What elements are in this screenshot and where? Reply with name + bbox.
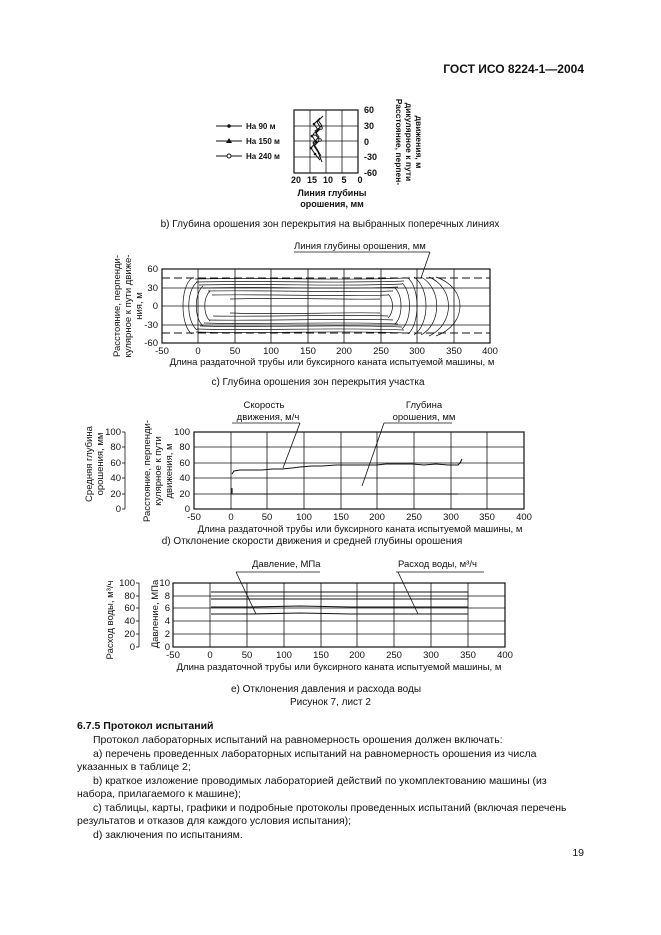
ytick-60: 60 [147, 264, 158, 275]
figure-d-ylabel-left [84, 425, 106, 502]
ytick-left-80: 80 [110, 442, 121, 453]
depth-label-line2: орошения, мм [392, 412, 456, 423]
ylabel-line1: Расстояние, перпенди- [112, 255, 123, 357]
figure-e-xticks [166, 650, 513, 661]
figure-d-annotations [237, 400, 456, 423]
figure-d-caption: d) Отклонение скорости движения и средней глубины орошения [161, 536, 463, 547]
ytick-right-4: 4 [164, 616, 170, 627]
xtick-150: 150 [300, 346, 316, 357]
figure-e-xlabel: Длина раздаточной трубы или буксирного каната испытуемой машины, м [176, 662, 502, 673]
ytick-right-6: 6 [164, 603, 170, 614]
figure-c-yticks [144, 264, 158, 349]
xtick-150: 150 [313, 650, 329, 661]
section-title: 6.7.5 Протокол испытаний [77, 720, 214, 732]
ylabel-left-line2: орошения, мм [95, 432, 106, 496]
xtick-300: 300 [409, 346, 425, 357]
xlabel-line2: орошения, мм [300, 199, 364, 209]
tick-0: 0 [357, 175, 363, 185]
page-number: 19 [572, 847, 584, 859]
speed-label-line2: движения, м/ч [236, 412, 300, 423]
figure-e-left-axis [136, 583, 139, 647]
ytick-left-100: 100 [119, 578, 135, 589]
xtick-minus50: -50 [187, 512, 201, 523]
ylabel-right-line1: Расстояние, перпенди- [142, 420, 153, 522]
section-item-c: c) таблицы, карты, графики и подробные протоколы проведенных испытаний (включая перечень результатов и отказов для каждого условия испытания); [77, 802, 567, 828]
ytick-left-60: 60 [124, 603, 135, 614]
figure-b-grid [294, 110, 358, 173]
ytick-left-80: 80 [124, 591, 135, 602]
figure-c-caption: c) Глубина орошения зон перекрытия участка [211, 377, 425, 388]
legend-150m: На 150 м [246, 137, 280, 146]
xtick-0: 0 [207, 650, 213, 661]
xtick-100: 100 [296, 512, 312, 523]
figure-title: Рисунок 7, лист 2 [290, 697, 371, 708]
ylabel-line2: дикулярное к пути [404, 102, 414, 182]
ytick-minus60: -60 [364, 168, 378, 178]
figure-d-ylabel-right [142, 420, 175, 522]
ytick-right-8: 8 [164, 591, 170, 602]
ytick-left-60: 60 [110, 458, 121, 469]
ytick-30: 30 [364, 121, 375, 131]
ytick-left-0: 0 [115, 504, 121, 515]
figure-e-yticks-left [119, 578, 135, 653]
figure-b-xticks [291, 175, 363, 185]
figure-d-left-axis [122, 432, 125, 509]
ytick-60: 60 [364, 105, 375, 115]
figure-e-ylabel-left: Расход воды, м³/ч [105, 580, 116, 660]
tick-5: 5 [341, 175, 347, 185]
tick-20: 20 [290, 175, 302, 185]
figure-b-xlabel [298, 188, 367, 209]
ytick-right-80: 80 [179, 442, 190, 453]
ytick-minus30: -30 [144, 320, 158, 331]
depth-series [232, 488, 458, 494]
figure-e-series [211, 592, 468, 614]
ylabel-line3: движения, м [414, 115, 424, 169]
xtick-400: 400 [482, 346, 498, 357]
xtick-300: 300 [443, 512, 459, 523]
xtick-350: 350 [479, 512, 495, 523]
speed-series [232, 459, 462, 474]
pressure-upper-series [211, 606, 468, 607]
section-intro: Протокол лабораторных испытаний на равномерность орошения должен включать: [93, 734, 503, 746]
ylabel-line1: Расстояние, перпен- [394, 98, 404, 186]
figure-e-ylabel-right: Давление, МПа [150, 579, 161, 649]
ytick-minus60: -60 [144, 338, 158, 349]
xtick-400: 400 [497, 650, 513, 661]
xtick-350: 350 [446, 346, 462, 357]
depth-label-line1: Глубина [405, 400, 443, 411]
ytick-right-20: 20 [179, 489, 190, 500]
ylabel-right-line3: движения, м [164, 443, 175, 499]
figure-e-annotation-flow: Расход воды, м³/ч [398, 559, 477, 570]
figure-b [0, 0, 661, 240]
document-header: ГОСТ ИСО 8224-1—2004 [443, 62, 584, 76]
xtick-300: 300 [423, 650, 439, 661]
xtick-50: 50 [241, 650, 253, 661]
figure-e-grid [173, 583, 505, 647]
figure-b-yticks [364, 105, 377, 178]
figure-d-xticks [187, 512, 532, 523]
xtick-250: 250 [406, 512, 422, 523]
ytick-right-10: 10 [159, 578, 170, 589]
xtick-0: 0 [228, 512, 234, 523]
xtick-200: 200 [349, 650, 365, 661]
figure-b-caption: b) Глубина орошения зон перекрытия на выбранных поперечных линиях [160, 219, 500, 230]
ytick-left-40: 40 [124, 616, 135, 627]
speed-label-line1: Скорость [243, 400, 285, 411]
figure-d-yticks-right [174, 427, 190, 515]
xtick-350: 350 [460, 650, 476, 661]
ytick-minus30: -30 [364, 152, 378, 162]
pressure-lower-series [211, 613, 468, 614]
figure-c-contours [183, 277, 460, 336]
ytick-0: 0 [364, 137, 370, 147]
ylabel-right-line2: кулярное к пути [153, 436, 164, 506]
ytick-0: 0 [152, 301, 158, 312]
xtick-50: 50 [229, 346, 241, 357]
figure-e-annotation-pressure: Давление, МПа [252, 559, 321, 570]
figure-b-ylabel [394, 99, 424, 186]
ylabel-left-line1: Средняя глубина [84, 426, 95, 502]
xtick-150: 150 [333, 512, 349, 523]
figure-e [0, 556, 661, 706]
tick-15: 15 [306, 175, 318, 185]
legend-240m: На 240 м [246, 152, 280, 161]
xlabel-line1: Линия глубины [297, 188, 367, 198]
figure-d-xlabel: Длина раздаточной трубы или буксирного каната испытуемой машины, м [197, 524, 523, 535]
xtick-100: 100 [263, 346, 279, 357]
xtick-200: 200 [369, 512, 385, 523]
ytick-left-20: 20 [124, 629, 135, 640]
figure-d [0, 396, 661, 556]
section-item-b: b) краткое изложение проводимых лабораторией действий по укомплектованию машины (из набора, прилагаемого к машине); [77, 775, 547, 801]
ytick-right-0: 0 [184, 504, 190, 515]
ytick-right-40: 40 [179, 473, 190, 484]
figure-b-legend [216, 122, 280, 161]
ytick-left-40: 40 [110, 473, 121, 484]
figure-e-yticks-right [159, 578, 170, 653]
ytick-left-0: 0 [129, 642, 135, 653]
legend-90m: На 90 м [246, 122, 276, 131]
figure-c-xticks [155, 346, 498, 357]
xtick-50: 50 [261, 512, 273, 523]
ytick-left-20: 20 [110, 489, 121, 500]
ytick-30: 30 [147, 283, 158, 294]
section-item-a: a) перечень проведенных лабораторных испытаний на равномерность орошения из числа указанных в таблице 2; [77, 748, 537, 774]
ylabel-line3: ния, м [134, 292, 145, 320]
ytick-right-2: 2 [164, 629, 170, 640]
figure-c-xlabel: Длина раздаточной трубы или буксирного каната испытуемой машины, м [169, 357, 495, 368]
figure-d-yticks-left [105, 427, 121, 515]
xtick-100: 100 [276, 650, 292, 661]
section-item-d: d) заключения по испытаниям. [93, 829, 243, 841]
xtick-400: 400 [516, 512, 532, 523]
figure-c-annotation: Линия глубины орошения, мм [294, 241, 426, 252]
xtick-minus50: -50 [166, 650, 180, 661]
xtick-200: 200 [336, 346, 352, 357]
figure-c [0, 236, 661, 396]
xtick-250: 250 [386, 650, 402, 661]
ytick-right-100: 100 [174, 427, 190, 438]
tick-10: 10 [322, 175, 334, 185]
ytick-left-100: 100 [105, 427, 121, 438]
ytick-right-60: 60 [179, 458, 190, 469]
figure-e-caption: e) Отклонения давления и расхода воды [230, 684, 422, 695]
xtick-0: 0 [195, 346, 201, 357]
xtick-250: 250 [373, 346, 389, 357]
ytick-right-0: 0 [164, 642, 170, 653]
xtick-minus50: -50 [155, 346, 169, 357]
figure-c-ylabel [112, 255, 145, 358]
ylabel-line2: кулярное к пути движе- [123, 254, 134, 358]
